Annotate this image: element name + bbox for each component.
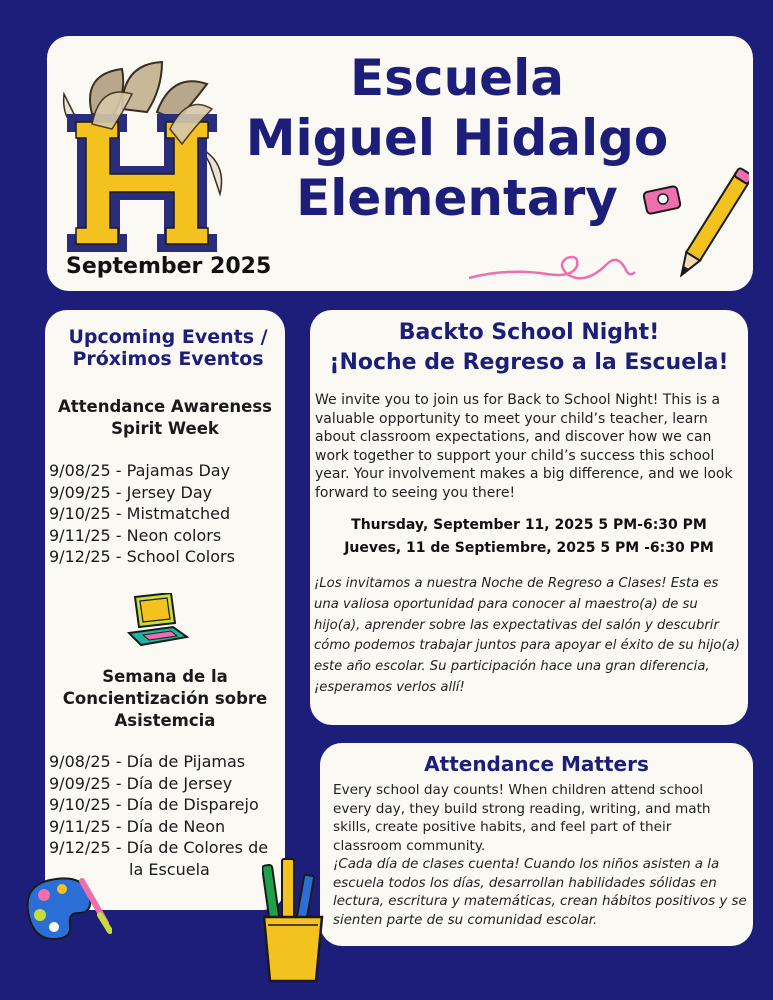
back-to-school-panel (310, 310, 748, 725)
bts-title-line1: Backto School Night! (398, 320, 660, 345)
pink-squiggle-icon (467, 246, 637, 286)
event-label: Día de Neon (126, 816, 226, 836)
event-label: Pajamas Day (126, 461, 231, 480)
event-label: School Colors (126, 547, 235, 566)
bts-body-es: ¡Los invitamos a nuestra Noche de Regreso a Clases! Esta es una valiosa oportunidad para conocer al maestro(a) de su hijo(a), aprender sobre las expectativas del salón y descubrir cómo podemos trabajar juntos para apoyar el éxito de su hijo(a) este año escolar. Su participación hace una gran diferencia, ¡esperamos verlos allí! (314, 576, 740, 695)
semana-title-line3: Asistemcia (114, 711, 216, 730)
event-label: Día de Colores de (126, 838, 269, 857)
newsletter-date: September 2025 (66, 254, 272, 279)
pencil-and-sharpener-icon (639, 161, 749, 291)
spirit-week-list-en (49, 460, 285, 568)
school-logo-h-claw-icon (52, 54, 232, 254)
header-panel (47, 36, 753, 291)
school-name (232, 48, 682, 228)
bts-title-line2: ¡Noche de Regreso a la Escuela! (329, 350, 729, 375)
list-item: 9/08/25 - Día de Pijamas (49, 752, 246, 771)
event-label: Jersey Day (126, 482, 213, 502)
list-item: 9/10/25 - Mistmatched (49, 504, 231, 523)
awareness-week-title (45, 396, 285, 440)
event-date: 9/09/25 (49, 482, 111, 502)
attendance-body-en: Every school day counts! When children attend school every day, they build strong reading, writing, and math skills, create positive habits, and feel part of their classroom community. (333, 782, 711, 854)
bts-title (310, 318, 748, 378)
event-label: Neon colors (126, 525, 222, 545)
list-item: 9/10/25 - Día de Disparejo (49, 795, 259, 814)
list-item: 9/09/25 - Día de Jersey (49, 773, 233, 793)
paint-palette-icon (20, 873, 112, 945)
attendance-title: Attendance Matters (424, 752, 649, 776)
events-title (55, 326, 281, 370)
events-title-line1: Upcoming Events / (68, 326, 268, 348)
upcoming-events-panel (45, 310, 285, 910)
list-item: 9/12/25 - Día de Colores de (49, 838, 269, 857)
event-date: 9/11/25 (49, 816, 111, 836)
event-date: 9/08/25 (49, 752, 111, 771)
event-date: 9/08/25 (49, 461, 111, 480)
semana-title-line2: Concientización sobre (62, 689, 268, 708)
bts-when-en: Thursday, September 11, 2025 5 PM-6:30 PM (351, 517, 707, 533)
awareness-title-line2: Spirit Week (111, 419, 219, 438)
awareness-title-line1: Attendance Awareness (58, 397, 272, 416)
list-item: 9/08/25 - Pajamas Day (49, 461, 231, 480)
event-label: Día de Jersey (126, 773, 233, 793)
list-item: 9/11/25 - Día de Neon (49, 816, 226, 836)
laptop-icon (125, 593, 189, 649)
event-label: Día de Pijamas (126, 752, 246, 771)
school-name-line1: Escuela (350, 49, 564, 107)
bts-body-en: We invite you to join us for Back to School Night! This is a valuable opportunity to meet your child’s teacher, learn about classroom expectations, and discover how we can work together to support your child’s success this school year. Your involvement makes a big difference, and we look forward to seeing you there! (315, 392, 733, 501)
events-title-line2: Próximos Eventos (72, 348, 264, 370)
event-date: 9/11/25 (49, 525, 111, 545)
event-date: 9/12/25 (49, 547, 111, 566)
attendance-panel (320, 743, 753, 946)
event-label: Mistmatched (126, 504, 231, 523)
pencil-cup-icon (262, 855, 326, 985)
spirit-week-list-es (49, 751, 285, 880)
semana-title (45, 666, 285, 732)
event-label: Día de Disparejo (126, 795, 259, 814)
bts-when-es: Jueves, 11 de Septiembre, 2025 5 PM -6:30 PM (344, 540, 714, 556)
semana-title-line1: Semana de la (102, 667, 228, 686)
event-label-cont: la Escuela (129, 859, 210, 879)
list-item: 9/11/25 - Neon colors (49, 525, 222, 545)
school-name-line3: Elementary (296, 169, 618, 227)
event-date: 9/09/25 (49, 773, 111, 793)
event-date: 9/10/25 (49, 504, 111, 523)
event-date: 9/10/25 (49, 795, 111, 814)
list-item: 9/09/25 - Jersey Day (49, 482, 213, 502)
event-date: 9/12/25 (49, 838, 111, 857)
school-name-line2: Miguel Hidalgo (245, 109, 669, 167)
list-item: 9/12/25 - School Colors (49, 547, 235, 566)
attendance-body-es: ¡Cada día de clases cuenta! Cuando los niños asisten a la escuela todos los días, desarrollan habilidades sólidas en lectura, escritura y matemáticas, crean hábitos positivos y se sienten parte de su comunidad escolar. (333, 857, 747, 928)
